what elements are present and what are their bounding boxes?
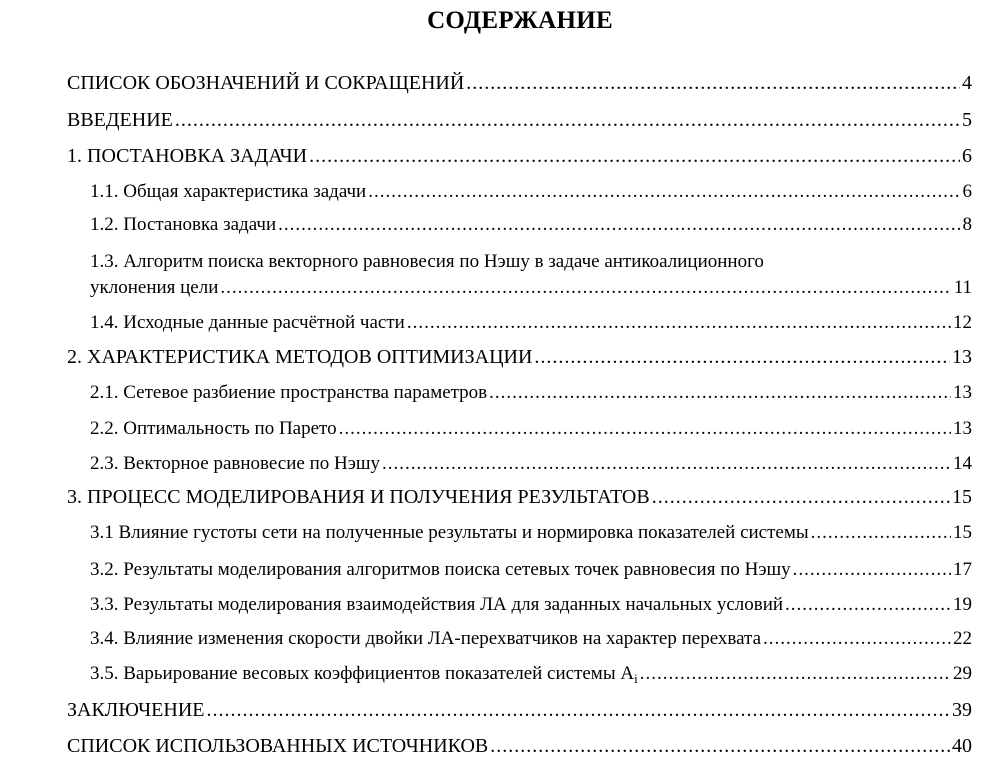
toc-entry-label: 2.3. Векторное равновесие по Нэшу [90,453,381,474]
toc-entry-label: СПИСОК ОБОЗНАЧЕНИЙ И СОКРАЩЕНИЙ [67,72,465,94]
toc-entry-1-1[interactable] [90,181,972,203]
toc-entry-label: 3. ПРОЦЕСС МОДЕЛИРОВАНИЯ И ПОЛУЧЕНИЯ РЕЗУЛЬТАТОВ [67,486,650,508]
toc-leader-dots [490,735,950,758]
toc-entry-label: 1.3. Алгоритм поиска векторного равновесия по Нэшу в задаче антикоалиционного [90,251,764,272]
toc-entry-1-2[interactable] [90,214,972,236]
toc-page-number: 13 [953,382,972,403]
toc-leader-dots [175,109,960,132]
toc-entry-chapter-3[interactable] [67,486,972,509]
toc-entry-label: 2.2. Оптимальность по Парето [90,418,337,439]
toc-page-number: 6 [962,145,972,167]
toc-leader-dots [339,418,951,440]
toc-leader-dots [640,663,951,685]
toc-entry-label: 3.1 Влияние густоты сети на полученные результаты и нормировка показателей системы [90,522,809,543]
toc-leader-dots [309,145,960,168]
toc-entry-label: ЗАКЛЮЧЕНИЕ [67,699,205,721]
toc-page-number: 5 [962,109,972,131]
toc-leader-dots [206,699,950,722]
toc-entry-label: 2. ХАРАКТЕРИСТИКА МЕТОДОВ ОПТИМИЗАЦИИ [67,346,533,368]
toc-entry-2-3[interactable] [90,453,972,475]
toc-page-number: 12 [953,312,972,333]
toc-entry-references[interactable] [67,735,972,758]
toc-entry-label-continued: уклонения цели [90,277,219,298]
toc-entry-label: 3.3. Результаты моделирования взаимодействия ЛА для заданных начальных условий [90,594,784,615]
toc-leader-dots [368,181,960,203]
toc-page-number: 17 [953,559,972,580]
toc-entry-conclusion[interactable] [67,699,972,722]
toc-leader-dots [466,72,960,95]
page-title: СОДЕРЖАНИЕ [427,7,613,34]
toc-page-number: 22 [953,628,972,649]
toc-entry-label: 2.1. Сетевое разбиение пространства параметров [90,382,488,403]
toc-page-number: 13 [952,346,972,368]
toc-entry-1-4[interactable] [90,312,972,334]
toc-page-number: 4 [962,72,972,94]
toc-entry-label: 1.4. Исходные данные расчётной части [90,312,405,333]
toc-page-number: 15 [952,486,972,508]
toc-entry-label: 3.5. Варьирование весовых коэффициентов показателей системы $A_i$ [90,663,638,686]
toc-leader-dots [220,275,951,301]
toc-page-number: 19 [953,594,972,615]
toc-leader-dots [811,522,951,544]
toc-leader-dots [652,486,950,509]
toc-entry-abbreviations[interactable] [67,72,972,95]
toc-leader-dots [489,382,951,404]
toc-leader-dots [407,312,951,334]
toc-entry-label: 1.2. Постановка задачи [90,214,277,235]
toc-entry-3-5[interactable] [90,663,972,687]
toc-leader-dots [278,214,960,236]
toc-page-number: 39 [952,699,972,721]
toc-page-number: 13 [953,418,972,439]
toc-page-number: 15 [953,522,972,543]
toc-entry-label: 3.2. Результаты моделирования алгоритмов поиска сетевых точек равновесия по Нэшу [90,559,791,580]
toc-page-number: 8 [962,214,972,235]
toc-entry-3-2[interactable] [90,559,972,581]
toc-page-number: 40 [952,735,972,757]
toc-entry-1-3[interactable] [90,249,972,301]
toc-entry-3-3[interactable] [90,594,972,616]
toc-entry-chapter-2[interactable] [67,346,972,369]
toc-leader-dots [534,346,950,369]
toc-entry-2-2[interactable] [90,418,972,440]
toc-entry-3-1[interactable] [90,522,972,544]
toc-entry-2-1[interactable] [90,382,972,404]
toc-entry-label: СПИСОК ИСПОЛЬЗОВАННЫХ ИСТОЧНИКОВ [67,735,489,757]
toc-entry-label: ВВЕДЕНИЕ [67,109,173,131]
toc-leader-dots [382,453,951,475]
toc-page-number: 14 [953,453,972,474]
toc-entry-label: 3.4. Влияние изменения скорости двойки ЛА-перехватчиков на характер перехвата [90,628,762,649]
subscript: i [634,671,638,686]
toc-entry-3-4[interactable] [90,628,972,650]
toc-page-number: 6 [962,181,972,202]
toc-leader-dots [785,594,951,616]
toc-page-number: 11 [953,277,972,298]
toc-entry-introduction[interactable] [67,109,972,132]
toc-entry-label: 1. ПОСТАНОВКА ЗАДАЧИ [67,145,308,167]
toc-entry-label: 1.1. Общая характеристика задачи [90,181,367,202]
toc-leader-dots [793,559,951,581]
toc-entry-chapter-1[interactable] [67,145,972,168]
toc-leader-dots [763,628,951,650]
toc-page-number: 29 [953,663,972,684]
